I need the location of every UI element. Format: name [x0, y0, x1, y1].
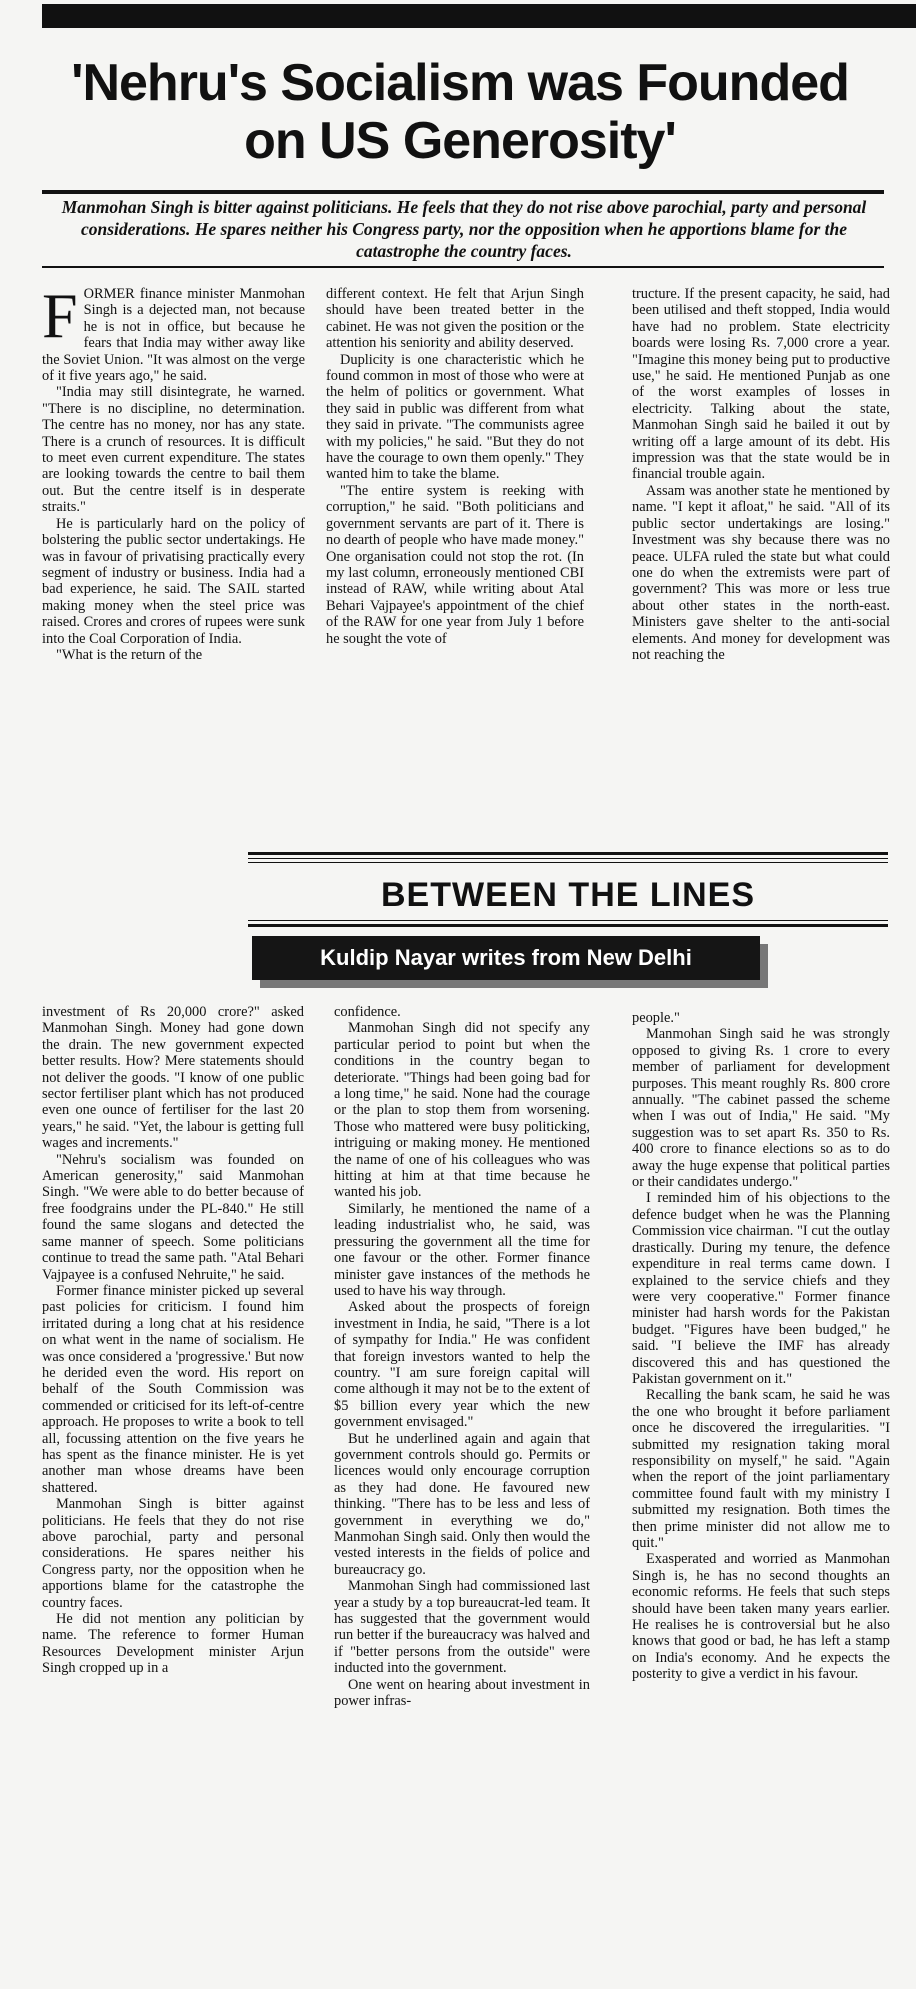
- paragraph: confidence.: [334, 1004, 401, 1020]
- banner-rule-1: [248, 852, 888, 855]
- top-rule-bar: [42, 4, 916, 28]
- bottom-column-3: [632, 1010, 890, 1984]
- banner-rule-2: [248, 858, 888, 859]
- bottom-column-1: [42, 1004, 304, 1984]
- paragraph: tructure. If the present capacity, he said, had been utilised and theft stopped, India would have had no problem. State electricity boards were losing Rs. 7,000 crore a year. "Imagine this money being put to productive use," he said. He mentioned Punjab as one of the worst examples of losses in electricity. Talking about the state, Manmohan Singh said he bailed it out by writing off a large amount of its debt. His impression was that the state would be in financial trouble again.: [632, 286, 890, 483]
- paragraph: Manmohan Singh had commissioned last year a study by a top bureaucrat-led team. It has suggested that the government would run better if the bureaucracy was halved and if "better persons from the outside" were inducted into the government.: [334, 1578, 590, 1677]
- paragraph: Exasperated and worried as Manmohan Singh is, he has no second thoughts an economic reforms. He feels that such steps should have been taken many years earlier. He realises he is controversial but he also knows that good or bad, he has left a stamp on India's economy. And he expects the posterity to give a verdict in his favour.: [632, 1551, 890, 1683]
- headline: [30, 54, 890, 170]
- paragraph: "The entire system is reeking with corruption," he said. "Both politicians and government servants are part of it. There is no dearth of people who have made money." One organisation could not stop the rot. (In my last column, erroneously mentioned CBI instead of RAW, while writing about Atal Behari Vajpayee's appointment of the chief of the RAW for one year from July 1 before he sought the vote of: [326, 482, 584, 647]
- deck-bottom-rule: [42, 266, 884, 268]
- paragraph: Former finance minister picked up several past policies for criticism. I found him irritated during a long chat at his residence on what went in the name of socialism. He was once considered a 'progressive.' But now he derided even the word. His report on behalf of the South Commission was commended or criticised for its left-of-centre approach. He proposes to write a book to tell all, focussing attention on the five years he has spent as the finance minister. He is yet another man whose dreams have been shattered.: [42, 1282, 304, 1496]
- headline-line-2: on US Generosity': [244, 112, 676, 170]
- paragraph: investment of Rs 20,000 crore?" asked Manmohan Singh. Money had gone down the drain. The new government expected better results. How? Mere statements should not deliver the goods. "I know of one public sector fertiliser plant which has not produced even one ounce of fertiliser for the last 20 years," he said. "Yet, the labour is getting full wages and increments.": [42, 1004, 304, 1152]
- lead-paragraph: FORMER finance minister Manmohan Singh is a dejected man, not because he is not in office, but because he fears that India may wither away like the Soviet Union. "It was almost on the verge of it five years ago," he said.: [42, 286, 305, 385]
- paragraph: people.": [632, 1010, 680, 1026]
- bottom-column-2: [334, 1004, 590, 1984]
- paragraph: But he underlined again and again that government controls should go. Permits or licences would only encourage corruption as they had done. He favoured new thinking. "There has to be less and less of government in everything we do," Manmohan Singh said. Only then would the vested interests in the fields of police and bureaucracy go.: [334, 1430, 590, 1578]
- paragraph: Manmohan Singh said he was strongly opposed to giving Rs. 1 crore to every member of parliament for development purposes. This meant roughly Rs. 800 crore annually. "The cabinet passed the scheme when I was out of India," He said. "My suggestion was to set apart Rs. 350 to Rs. 400 crore to finance elections so as to do away the huge expense that political parties or their candidates undergo.": [632, 1026, 890, 1191]
- byline: Kuldip Nayar writes from New Delhi: [252, 936, 760, 980]
- paragraph: He is particularly hard on the policy of bolstering the public sector undertakings. He was in favour of privatising practically every segment of industry or business. India had a bad experience, he said. The SAIL started making money when the steel price was raised. Crores and crores of rupees were sunk into the Coal Corporation of India.: [42, 515, 305, 647]
- paragraph: different context. He felt that Arjun Singh should have been treated better in the cabinet. He was not given the position or the attention his seniority and ability deserved.: [326, 286, 584, 352]
- top-column-2: [326, 286, 584, 810]
- deck-top-rule: [42, 190, 884, 194]
- banner-rule-5: [248, 924, 888, 927]
- paragraph: Manmohan Singh is bitter against politicians. He feels that they do not rise above parochial, party and personal considerations. He spares neither his Congress party, nor the opposition when he apportions blame for the catastrophe the country faces.: [42, 1496, 304, 1611]
- banner-rule-3: [248, 862, 888, 863]
- paragraph: "India may still disintegrate, he warned. "There is no discipline, no determination. The centre has no money, nor has any state. There is a crunch of resources. It is difficult to meet even current expenditure. The states are looking towards the centre to bail them out. But the centre itself is in desperate straits.": [42, 384, 305, 516]
- paragraph: "Nehru's socialism was founded on American generosity," said Manmohan Singh. "We were able to do better because of free foodgrains under the PL-840." He still found the same slogans and detected the same manner of speech. Some politicians continue to tread the same path. "Atal Behari Vajpayee is a confused Nehruite," he said.: [42, 1151, 304, 1283]
- column-label: BETWEEN THE LINES: [380, 876, 756, 914]
- paragraph: I reminded him of his objections to the defence budget when he was the Planning Commission vice chairman. "I cut the outlay drastically. During my tenure, the defence expenditure in real terms came down. I explained to the service chiefs and they were very cooperative." Former finance minister had harsh words for the Pakistan budget. "Figures have been budged," he said. "I believe the IMF has already discovered this and has questioned the Pakistan government on it.": [632, 1190, 890, 1387]
- paragraph: Assam was another state he mentioned by name. "I kept it afloat," he said. "All of its public sector undertakings are losing." Investment was shy because there was no peace. ULFA ruled the state but what could one do when the extremists were part of government? This was more or less true about other states in the north-east. Ministers gave shelter to the anti-social elements. And money for development was not reaching the: [632, 482, 890, 663]
- headline-line-1: 'Nehru's Socialism was Founded: [71, 54, 849, 112]
- paragraph: One went on hearing about investment in power infras-: [334, 1676, 590, 1710]
- paragraph: He did not mention any politician by name. The reference to former Human Resources Development minister Arjun Singh cropped up in a: [42, 1611, 304, 1677]
- deck-summary: Manmohan Singh is bitter against politicians. He feels that they do not rise above parochial, party and personal considerations. He spares neither his Congress party, nor the opposition when he apportions blame for the catastrophe the country faces.: [61, 197, 867, 261]
- paragraph: "What is the return of the: [56, 646, 203, 663]
- paragraph: Asked about the prospects of foreign investment in India, he said, "There is a lot of sympathy for India." He was confident that foreign investors wanted to help the country. "I am sure foreign capital will come although it may not be to the extent of $5 billion every year which the new government envisaged.": [334, 1299, 590, 1431]
- banner-rule-4: [248, 920, 888, 921]
- top-column-1: [42, 286, 305, 810]
- paragraph: Manmohan Singh did not specify any particular period to point but when the conditions in the country began to deteriorate. "Things had been going bad for a long time," he said. None had the courage or the plan to stop them from worsening. Those who mattered were busy politicking, intriguing or making money. He mentioned the name of one of his colleagues who was hitting at him at that time because he wanted his job.: [334, 1020, 590, 1201]
- paragraph: Recalling the bank scam, he said he was the one who brought it before parliament once he discovered the irregularities. "I submitted my resignation taking moral responsibility on myself," he said. "Again when the report of the joint parliamentary committee found fault with my ministry I submitted my resignation. Both times the then prime minister did not allow me to quit.": [632, 1387, 890, 1551]
- paragraph: Duplicity is one characteristic which he found common in most of those who were at the helm of politics or government. What they said in public was different from what they said in private. "The communists agree with my policies," he said. "But they do not have the courage to own them openly." They wanted him to take the blame.: [326, 351, 584, 483]
- drop-cap: F: [42, 286, 78, 351]
- top-column-3: [632, 286, 890, 810]
- paragraph: Similarly, he mentioned the name of a leading industrialist who, he said, was pressuring the government all the time for one favour or the other. Former finance minister gave instances of the methods he used to have his way through.: [334, 1200, 590, 1299]
